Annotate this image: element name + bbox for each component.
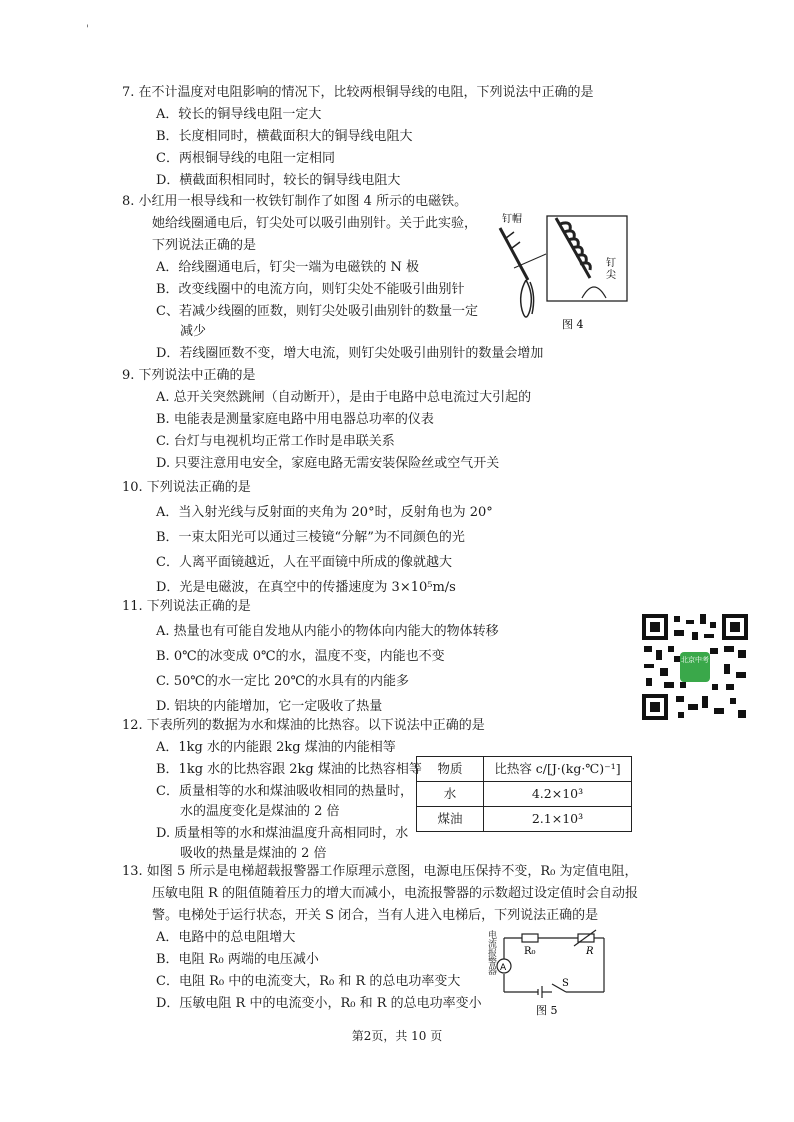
q12-option-c-cont: 水的温度变化是煤油的 2 倍: [180, 804, 340, 819]
q13-option-c: C．电阻 R₀ 中的电流变大，R₀ 和 R 的总电功率变大: [156, 974, 461, 989]
question-7: [122, 83, 594, 191]
q8-option-b: B．改变线圈中的电流方向，则钉尖处不能吸引曲别针: [156, 282, 465, 297]
table-cell: 4.2×10³: [484, 782, 632, 807]
q13-option-a: A．电路中的总电阻增大: [156, 930, 296, 945]
q8-option-c-cont: 减少: [180, 324, 207, 339]
q7-option-c: C．两根铜导线的电阻一定相同: [156, 151, 335, 166]
q12-stem: 12. 下表所列的数据为水和煤油的比热容。以下说法中正确的是: [122, 718, 485, 733]
q12-option-a: A．1kg 水的内能跟 2kg 煤油的内能相等: [156, 740, 396, 755]
q9-option-a: A. 总开关突然跳闸（自动断开），是由于电路中总电流过大引起的: [156, 390, 532, 405]
fig5-switch-label: S: [562, 978, 569, 989]
q9-stem: 9. 下列说法中正确的是: [122, 368, 256, 383]
q8-stem-line2: 她给线圈通电后，钉尖处可以吸引曲别针。关于此实验，: [152, 216, 478, 231]
fig4-tip-label-2: 尖: [606, 270, 616, 281]
q7-option-b: B．长度相同时，横截面积大的铜导线电阻大: [156, 129, 413, 144]
fig4-caption: 图 4: [562, 318, 584, 331]
q8-option-c: C、若减少线圈的匝数，则钉尖处吸引曲别针的数量一定: [156, 304, 478, 319]
fig4-cap-label: 钉帽: [502, 214, 522, 225]
question-8: [122, 192, 543, 364]
q7-option-a: A．较长的铜导线电阻一定大: [156, 107, 322, 122]
question-9: [122, 366, 531, 474]
q11-option-b: B. 0℃的冰变成 0℃的水，温度不变，内能也不变: [156, 649, 445, 664]
table-cell: 水: [417, 782, 484, 807]
q12-option-d: D. 质量相等的水和煤油温度升高相同时，水: [156, 826, 409, 841]
q7-stem: 7. 在不计温度对电阻影响的情况下，比较两根铜导线的电阻，下列说法中正确的是: [122, 85, 594, 100]
figure-5-circuit: [482, 926, 622, 1018]
fig4-tip-label-1: 钉: [606, 258, 616, 269]
q9-option-b: B. 电能表是测量家庭电路中用电器总功率的仪表: [156, 412, 434, 427]
table-row: [417, 782, 632, 807]
table-cell: 2.1×10³: [484, 807, 632, 832]
fig5-alarm-label: 电流报警器: [486, 930, 496, 975]
q13-stem-line3: 警。电梯处于运行状态，开关 S 闭合，当有人进入电梯后，下列说法正确的是: [152, 908, 599, 923]
q13-stem-line1: 13. 如图 5 所示是电梯超载报警器工作原理示意图，电源电压保持不变，R₀ 为定值电阻，: [122, 864, 638, 879]
q13-option-d: D．压敏电阻 R 中的电流变小，R₀ 和 R 的总电功率变小: [156, 996, 482, 1011]
q11-option-c: C. 50℃的水一定比 20℃的水具有的内能多: [156, 674, 410, 689]
table-header-row: [417, 757, 632, 782]
corner-mark: ': [86, 24, 89, 35]
question-11: [122, 597, 499, 717]
q11-stem: 11. 下列说法正确的是: [122, 599, 251, 614]
table-row: [417, 807, 632, 832]
fig5-r0-label: R₀: [524, 946, 536, 957]
q13-stem-line2: 压敏电阻 R 的阻值随着压力的增大而减小，电流报警器的示数超过设定值时会自动报: [152, 886, 639, 901]
qr-badge-text: 北京中考: [681, 656, 709, 664]
fig5-r-label: R: [586, 946, 594, 957]
q10-option-b: B．一束太阳光可以通过三棱镜“分解”为不同颜色的光: [156, 530, 465, 545]
q7-option-d: D．横截面积相同时，较长的铜导线电阻大: [156, 173, 401, 188]
q11-option-a: A. 热量也有可能自发地从内能小的物体向内能大的物体转移: [156, 624, 499, 639]
q10-stem: 10. 下列说法正确的是: [122, 480, 251, 495]
table-cell: 煤油: [417, 807, 484, 832]
specific-heat-table: [416, 756, 632, 832]
table-header-substance: 物质: [417, 757, 484, 782]
table-header-heat: 比热容 c/[J·(kg·℃)⁻¹]: [484, 757, 632, 782]
figure-4-electromagnet: [490, 210, 630, 345]
q8-option-d: D．若线圈匝数不变，增大电流，则钉尖处吸引曲别针的数量会增加: [156, 346, 544, 361]
q13-option-b: B．电阻 R₀ 两端的电压减小: [156, 952, 319, 967]
q12-option-b: B．1kg 水的比热容跟 2kg 煤油的比热容相等: [156, 762, 422, 777]
q10-option-c: C．人离平面镜越近，人在平面镜中所成的像就越大: [156, 555, 452, 570]
q8-option-a: A．给线圈通电后，钉尖一端为电磁铁的 N 极: [156, 260, 420, 275]
fig5-ammeter-label: A: [500, 963, 507, 973]
q8-stem-line1: 8. 小红用一根导线和一枚铁钉制作了如图 4 所示的电磁铁。: [122, 194, 468, 209]
page-footer: 第2页，共 10 页: [351, 1029, 443, 1043]
qr-code: [640, 612, 750, 722]
q8-stem-line3: 下列说法正确的是: [152, 238, 257, 253]
q12-option-d-cont: 吸收的热量是煤油的 2 倍: [180, 846, 327, 861]
q9-option-d: D. 只要注意用电安全，家庭电路无需安装保险丝或空气开关: [156, 456, 500, 471]
q10-option-d: D．光是电磁波，在真空中的传播速度为 3×10⁵m/s: [156, 580, 456, 595]
q12-option-c: C．质量相等的水和煤油吸收相同的热量时，: [156, 784, 413, 799]
q9-option-c: C. 台灯与电视机均正常工作时是串联关系: [156, 434, 395, 449]
fig5-caption: 图 5: [536, 1004, 558, 1017]
q10-option-a: A．当入射光线与反射面的夹角为 20°时，反射角也为 20°: [156, 505, 493, 520]
question-10: [122, 478, 493, 598]
q11-option-d: D. 铝块的内能增加，它一定吸收了热量: [156, 699, 383, 714]
